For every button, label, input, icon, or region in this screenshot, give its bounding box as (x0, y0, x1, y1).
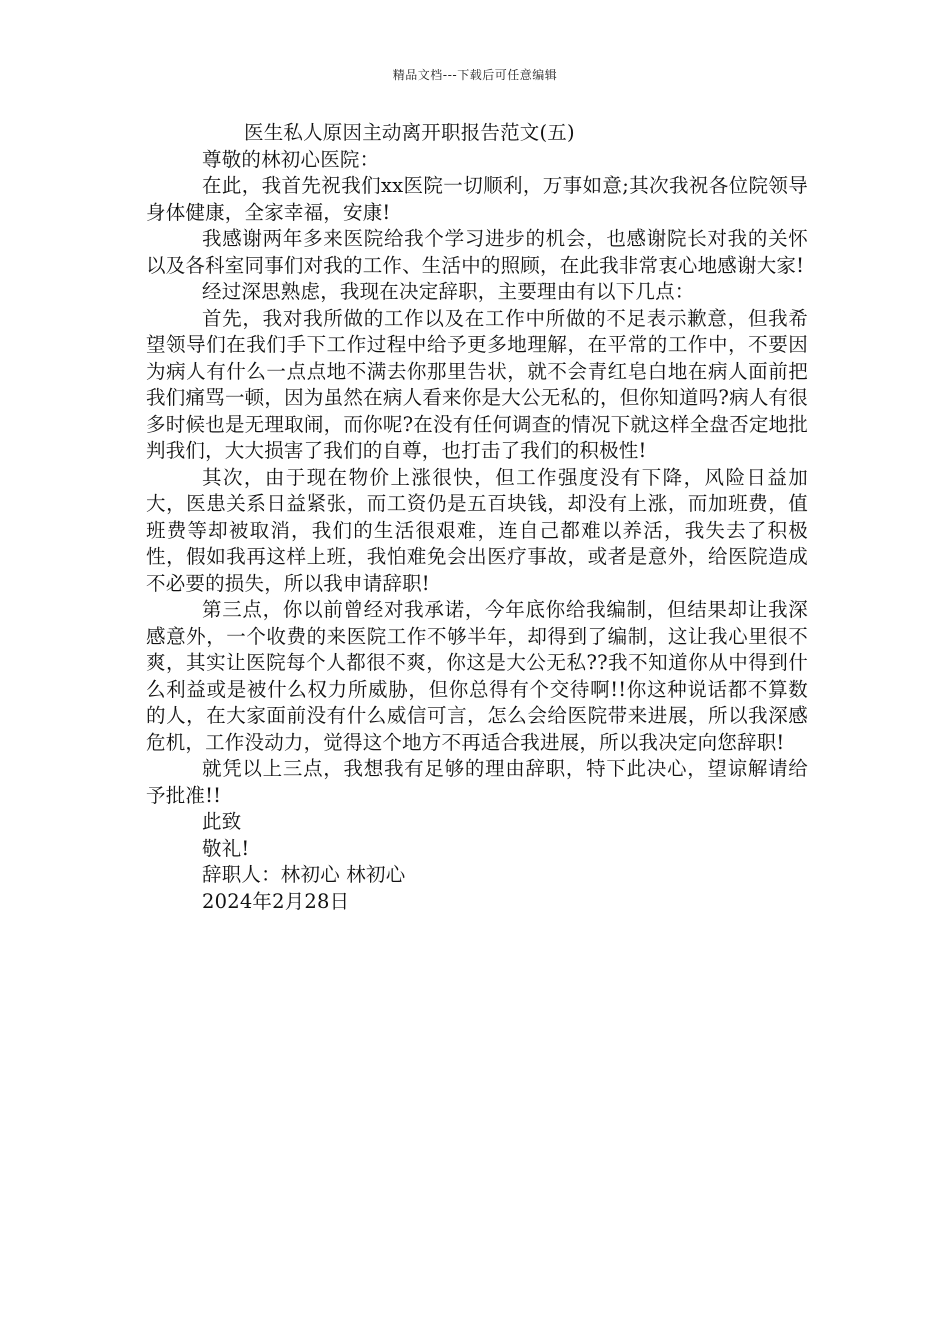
salutation: 尊敬的林初心医院： (202, 147, 380, 171)
paragraph-greeting: 在此，我首先祝我们xx医院一切顺利，万事如意;其次我祝各位院领导身体健康，全家幸福，安康! (146, 174, 808, 224)
page-header-note: 精品文档---下载后可任意编辑 (392, 68, 558, 82)
document-title: 医生私人原因主动离开职报告范文(五) (244, 121, 575, 144)
paragraph-reason-third: 第三点，你以前曾经对我承诺，今年底你给我编制，但结果却让我深感意外，一个收费的来医院工作不够半年，却得到了编制，这让我心里很不爽，其实让医院每个人都很不爽，你这是大公无私??我不知道你从中得到什么利益或是被什么权力所威胁，但你总得有个交待啊!!你这种说话都不算数的人，在大家面前没有什么威信可言，怎么会给医院带来进展，所以我深感危机，工作没动力，觉得这个地方不再适合我进展，所以我决定向您辞职! (146, 598, 808, 754)
signature: 辞职人：林初心 林初心 (202, 863, 406, 886)
closing-salute: 此致 (202, 810, 242, 833)
paragraph-decision: 经过深思熟虑，我现在决定辞职，主要理由有以下几点： (202, 280, 695, 303)
closing-regards: 敬礼! (202, 836, 250, 860)
date: 2024年2月28日 (202, 889, 350, 913)
document-body (146, 120, 808, 915)
paragraph-conclusion: 就凭以上三点，我想我有足够的理由辞职，特下此决心，望谅解请给予批准!! (146, 757, 808, 807)
paragraph-reason-first: 首先，我对我所做的工作以及在工作中所做的不足表示歉意，但我希望领导们在我们手下工作过程中给予更多地理解，在平常的工作中，不要因为病人有什么一点点地不满去你那里告状，就不会青红皂白地在病人面前把我们痛骂一顿，因为虽然在病人看来你是大公无私的，但你知道吗?病人有很多时候也是无理取闹，而你呢?在没有任何调查的情况下就这样全盘否定地批判我们，大大损害了我们的自尊，也打击了我们的积极性! (146, 306, 808, 462)
paragraph-reason-second: 其次，由于现在物价上涨很快，但工作强度没有下降，风险日益加大，医患关系日益紧张，而工资仍是五百块钱，却没有上涨，而加班费，值班费等却被取消，我们的生活很艰难，连自己都难以养活，我失去了积极性，假如我再这样上班，我怕难免会出医疗事故，或者是意外，给医院造成不必要的损失，所以我申请辞职! (146, 465, 808, 595)
paragraph-thanks: 我感谢两年多来医院给我个学习进步的机会，也感谢院长对我的关怀以及各科室同事们对我的工作、生活中的照顾，在此我非常衷心地感谢大家! (146, 227, 808, 277)
